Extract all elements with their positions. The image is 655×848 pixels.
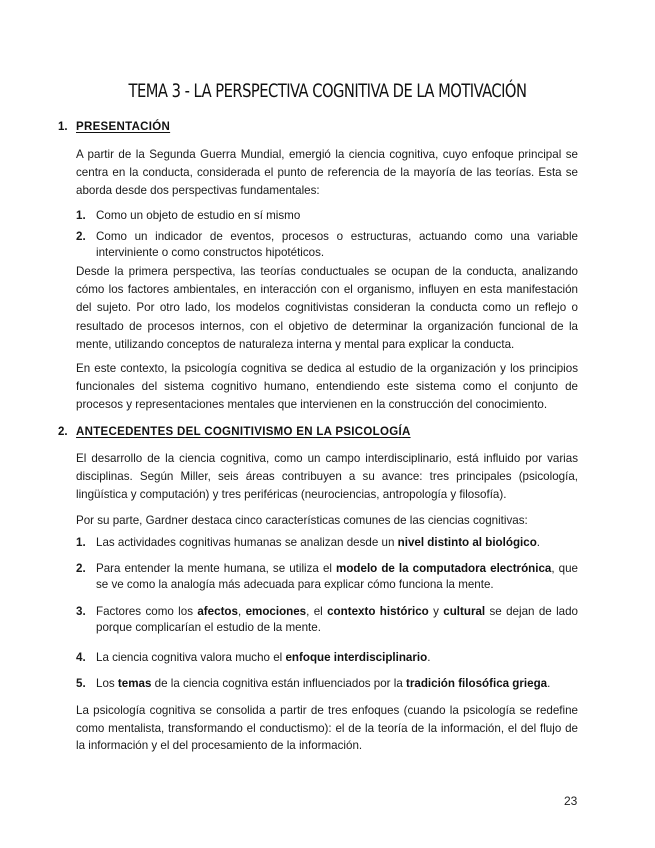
paragraph: A partir de la Segunda Guerra Mundial, emergió la ciencia cognitiva, cuyo enfoque principal se centra en la conducta, considerada el punto de referencia de la mayoría de las teorías. Esta se aborda desde dos perspectivas fundamentales: bbox=[76, 148, 578, 198]
list-text: Como un objeto de estudio en sí mismo bbox=[96, 209, 301, 222]
page-number: 23 bbox=[564, 794, 578, 808]
list-number: 5. bbox=[76, 677, 86, 690]
list-number: 1. bbox=[76, 209, 86, 222]
section-title: ANTECEDENTES DEL COGNITIVISMO EN LA PSICOLOGÍA bbox=[76, 426, 411, 438]
list-number: 1. bbox=[76, 536, 86, 549]
list-number: 4. bbox=[76, 651, 86, 664]
section-number: 2. bbox=[58, 426, 68, 438]
paragraph: En este contexto, la psicología cognitiva se dedica al estudio de la organización y los principios funcionales del sistema cognitivo humano, entendiendo este sistema como el conjunto de procesos y representaciones mentales que intervienen en la construcción del conocimiento. bbox=[76, 362, 578, 412]
list-item bbox=[76, 604, 578, 636]
section-number: 1. bbox=[58, 121, 68, 133]
emphasis: enfoque interdisciplinario bbox=[285, 651, 428, 664]
emphasis: contexto histórico bbox=[327, 605, 429, 618]
list-item bbox=[76, 676, 578, 692]
list-item bbox=[76, 561, 578, 593]
section-title: PRESENTACIÓN bbox=[76, 121, 171, 133]
list-number: 2. bbox=[76, 562, 86, 575]
paragraph: La psicología cognitiva se consolida a partir de tres enfoques (cuando la psicología se redefine como mentalista, transformando el conductismo): el de la teoría de la información, el del flujo de la información y el del procesamiento de la información. bbox=[76, 704, 578, 753]
list-number: 3. bbox=[76, 605, 86, 618]
list-text: La ciencia cognitiva valora mucho el enfoque interdisciplinario. bbox=[96, 651, 431, 664]
list-text: Factores como los afectos, emociones, el contexto histórico y cultural se dejan de lado porque complicarían el estudio de la mente. bbox=[96, 605, 579, 634]
emphasis: afectos bbox=[197, 605, 238, 618]
emphasis: emociones bbox=[245, 605, 307, 618]
list-item bbox=[76, 229, 578, 261]
list-item bbox=[76, 208, 578, 224]
emphasis: cultural bbox=[443, 605, 486, 618]
list-item bbox=[76, 650, 578, 666]
list-item bbox=[76, 535, 578, 551]
emphasis: nivel distinto al biológico bbox=[397, 536, 537, 549]
page-title: TEMA 3 - LA PERSPECTIVA COGNITIVA DE LA MOTIVACIÓN bbox=[128, 80, 527, 102]
list-text: Los temas de la ciencia cognitiva están influenciados por la tradición filosófica griega. bbox=[96, 677, 551, 690]
paragraph: Por su parte, Gardner destaca cinco características comunes de las ciencias cognitivas: bbox=[76, 514, 528, 527]
list-text: Las actividades cognitivas humanas se analizan desde un nivel distinto al biológico. bbox=[96, 536, 541, 549]
emphasis: temas bbox=[117, 677, 152, 690]
section-heading-presentacion bbox=[58, 121, 170, 133]
list-text: Para entender la mente humana, se utiliza el modelo de la computadora electrónica, que se ve como la analogía más adecuada para explicar cómo funciona la mente. bbox=[96, 562, 578, 591]
emphasis: modelo de la computadora electrónica bbox=[336, 562, 552, 575]
list-number: 2. bbox=[76, 230, 86, 243]
paragraph: Desde la primera perspectiva, las teorías conductuales se ocupan de la conducta, analizando cómo los factores ambientales, en interacción con el organismo, influyen en esta manifestación del sujeto. Por otro lado, los modelos cognitivistas consideran la conducta como un reflejo o resultado de procesos internos, con el objetivo de determinar la organización funcional de la mente, utilizando conceptos de naturaleza interna y mental para explicar la conducta. bbox=[76, 265, 578, 351]
section-heading-antecedentes bbox=[58, 426, 411, 438]
emphasis: tradición filosófica griega bbox=[406, 677, 548, 690]
paragraph: El desarrollo de la ciencia cognitiva, como un campo interdisciplinario, está influido por varias disciplinas. Según Miller, seis áreas contribuyen a su avance: tres principales (psicología, lingüística y computación) y tres periféricas (neurociencias, antropología y filosofía). bbox=[76, 452, 578, 502]
list-text: Como un indicador de eventos, procesos o estructuras, actuando como una variable interviniente o como constructos hipotéticos. bbox=[96, 230, 578, 259]
